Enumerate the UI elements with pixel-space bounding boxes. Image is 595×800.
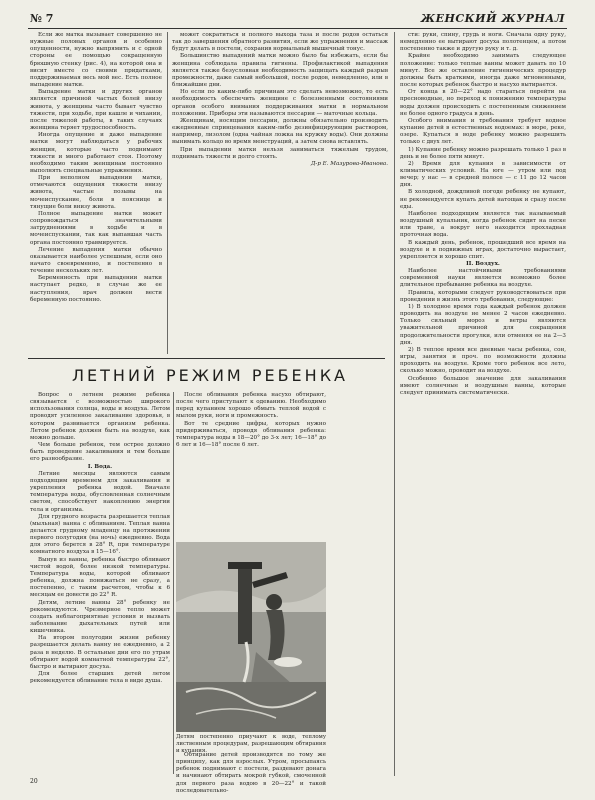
main-article-col2: [176, 392, 326, 538]
top-article-col1: [30, 32, 162, 354]
paragraph: Особенно большое значение для закаливания имеют солнечные и воздушные ванны, которые следует принимать систематически.: [400, 375, 566, 396]
section-rule: [28, 358, 385, 359]
paragraph: Обтирание детей производятся по тому же принципу, как для взрослых. Утром, просыпаясь ребенок поднимают с постели, раздевают донага и начинают обтирать мокрой губкой, смоченной для первого раза водою в 20—22° и такой последовательно-: [176, 752, 326, 794]
paragraph: Беременность при выпадении матки наступает редко, в случае же ее наступления, врач должен вести беременную постоянно.: [30, 275, 162, 303]
column-divider: [394, 32, 395, 776]
paragraph: 1) В холодное время года каждый ребенок должен проводить на воздухе не менее 2 часов ежедневно. Только сильный мороз и ветры являются уважительной причиной для сокращения продолжительности прогулки, или отменяя ее на 2—3 дня.: [400, 303, 566, 346]
paragraph: Летние месяцы являются самым подходящим временем для закаливания и укрепления ребенка водой. Вначале температура воды, обусловленная солнечным светом, способствует накоплению энергии тела и организма.: [30, 470, 170, 513]
paragraph: В холодной, дождливой погоде ребенку не купают, не рекомендуется купать детей натощак и сразу после еды.: [400, 189, 566, 210]
issue-number: № 7: [30, 12, 54, 25]
paragraph: Выпадение матки и других органов является причиной частых болей внизу живота, у женщины часто бывает чувство тяжести, при ходьбе, при кашле и чихании, после тяжелой работы, в таких случаях женщина теряет трудоспособность.: [30, 89, 162, 132]
paragraph: Чем больше ребенок, тем острее должно быть проведение закаливания и тем больше его разнообразие.: [30, 442, 170, 463]
section-heading-water: I. Вода.: [87, 463, 113, 470]
author-signature: Д-р Е. Мазурова-Иванова.: [310, 160, 388, 167]
paragraph: Женщинам, носящим пессарии, должны обязательно производить ежедневные спринцевания каким-либо дезинфицирующим раствором, например, лизолом (одна чайная ложка на кружку воды). Они должны вынимать кольцо во время менструаций, а затем снова вставлять.: [172, 117, 388, 146]
paragraph: может сократиться и полного выхода таза и после родов остаться так до завершения обратного развития, если же упражнения и массаж будут делать в постели, сохранив нормальный мышечный тонус.: [172, 32, 388, 53]
column-divider: [167, 32, 168, 354]
paragraph: сти: руки, спину, грудь и ноги. Сначала одну руку, немедленно ее вытирают досуха полотенцем, а потом постепенно также и другую руку и т. д.: [400, 32, 566, 53]
paragraph: 2) В теплое время все дневные часы ребенка, сон, игры, занятия и проч. по возможности должны проходить на воздухе. Кроме того ребенок все лето, сколько можно, проводит на воздухе.: [400, 346, 566, 375]
paragraph: При выпадении матки нельзя заниматься тяжелым трудом, поднимать тяжести и долго стоять.: [172, 146, 388, 160]
paragraph: Особого внимания и требования требует водное купание детей в естественных водоемах: в море, реке, озере. Купаться в воде ребенку можно разрешить только с двух лет.: [400, 117, 566, 146]
paragraph: На втором полугодии жизни ребенку разрешается делать ванну не ежедневно, а 2 раза в неделю. В остальные дни его по утрам обтирают водой комнатной температуры 22°, быстро и вытирают досуха.: [30, 635, 170, 670]
main-article-col1: [30, 392, 170, 774]
page-number: 20: [30, 778, 38, 785]
paragraph: 1) Купание ребенку можно разрешать только 1 раз в день и не более пяти минут.: [400, 146, 566, 160]
article-title: ЛЕТНИЙ РЕЖИМ РЕБЕНКА: [72, 366, 348, 385]
right-column: [400, 32, 566, 776]
paragraph: Лечение выпадения матки обычно оказывается наиболее успешным, если оно начато своевременно, и постепенно в течение нескольких лет.: [30, 246, 162, 275]
paragraph: Вопрос о летнем режиме ребенка связывается с возможностью широкого использования солнца, воды и воздуха. Летом проводят усиленное закаливание здоровья, в котором развивается организм ребенка. Летом ребенок должен быть на воздухе, как можно дольше.: [30, 392, 170, 441]
paragraph: 2) Время для купания в зависимости от климатических условий. На юге — утром или под вечер; у нас — в средней полосе — с 11 до 12 часов дня.: [400, 160, 566, 189]
paragraph: Наиболее настойчивыми требованиями современной науки является возможно более длительное пребывание ребенка на воздухе.: [400, 268, 566, 289]
paragraph: Если же матка вызывает совершенно не нужные половых органов и особенно опущенности, нужно выпрямить и с одной стороны ее помощью сокращенную брюшную стенку (рис. 4), на которой она и висит вместе со своими придатками, поддерживаемая весь мой вес. Есть полное выпадение матки.: [30, 32, 162, 89]
column-divider: [173, 392, 174, 774]
paragraph: Крайне необходимо занимать следующее положение: только теплые ванны может давать по 10 минут. Все же оставление гигиенических процедур должны быть краткими, иногда даже мгновенными, после которых ребенок быстро и насухо вытирается.: [400, 53, 566, 89]
paragraph: Полное выпадение матки может сопровождаться значительными затруднениями в ходьбе и в мочеиспускании, так как выпавшая часть органа постоянно травмируется.: [30, 210, 162, 246]
paragraph: Правила, которыми следует руководствоваться при проведении в жизнь этого требования, следующие:: [400, 289, 566, 303]
section-heading-air: II. Воздух.: [466, 261, 500, 267]
paragraph: Для грудного возраста разрешается теплая (мыльная) ванна с обливанием. Теплая ванна делается грудному младенцу на протяжении первого полугодия (на ночь) ежедневно. Вода для этого берется в 28° R, при температуре комнатного воздуха в 15—16°.: [30, 513, 170, 556]
paragraph: Но если по каким-либо причинам это сделать невозможно, то есть необходимость обеспечить женщине с болезненными состояниями органов особого внимания поддерживания матки в нормальном положении. Приборы эти называются пессарии — маточные кольца.: [172, 89, 388, 117]
top-article-col2: [172, 32, 388, 354]
photo-caption: Детям постепенно приучают к воде, теплому лиственным процедурам, разрешающим обтирания и купания.: [176, 734, 326, 754]
magazine-title: ЖЕНСКИЙ ЖУРНАЛ: [420, 12, 565, 25]
paragraph: В каждый день, ребенок, прошедший все время на воздухе и в подвижных играх, достаточно вырастает, укрепляется и хорошо спит.: [400, 239, 566, 260]
paragraph: От конца в 20—22° надо стараться перейти на пресноводные, но переход к понижению температуры воды должен происходить с постепенным снижением не более одного градуса в день.: [400, 89, 566, 117]
main-article-col2-continued: [176, 752, 326, 794]
paragraph: При неполном выпадении матки, отмечаются ощущения тяжести внизу живота, частые позывы на мочеиспускание, боли в пояснице и тянущие боли внизу живота.: [30, 175, 162, 210]
paragraph: Большинство выпадений матки можно было бы избежать, если бы женщина соблюдала правила гигиены. Профилактикой выпадения является также безусловная необходимость защищать каждый разрыв промежности, даже самый небольшой, после родов, немедленно, или в ближайшие дни.: [172, 53, 388, 89]
paragraph: Наиболее подходящим является так называемый воздушный купальник, когда ребенок сидит на песке или траве, а вокруг него находится прохладная проточная вода.: [400, 210, 566, 239]
paragraph: Вынув из ванны, ребенка быстро обливают чистой водой, более низкой температуры. Температура воды, которой обливают ребенка, должна понижаться не сразу, а постепенно, с таким расчетом, чтобы к 6 месяцам ее довести до 22° R.: [30, 556, 170, 599]
child-water-pump-photo: [176, 542, 326, 732]
header-rule: [28, 28, 567, 29]
paragraph: Детям, летние ванны 28° ребенку не рекомендуются. Чрезмерное тепло может создать неблагоприятные условия и вызвать заболевание дыхательных путей или кишечника.: [30, 599, 170, 635]
paragraph: Для более старших детей летом рекомендуется обливание тела в виде душа.: [30, 671, 170, 685]
paragraph: Иногда опущение и даже выпадение матки могут наблюдаться у рабочих женщин, которые часто поднимают тяжести и много работают стоя. Поэтому необходимо таким женщинам постоянно выполнять специальные упражнения.: [30, 132, 162, 174]
paragraph: После обливания ребенка насухо обтирают, после чего приступают к одеванию. Необходимо перед купанием хорошо обмыть теплой водой с мылом руки, ноги и промежность.: [176, 392, 326, 420]
paragraph: Вот те средние цифры, которых нужно придерживаться, проводя обливания ребенка: температура воды в 18—20° до 3-х лет; 16—18° до 6 лет и 16—18° после 6 лет.: [176, 420, 326, 449]
